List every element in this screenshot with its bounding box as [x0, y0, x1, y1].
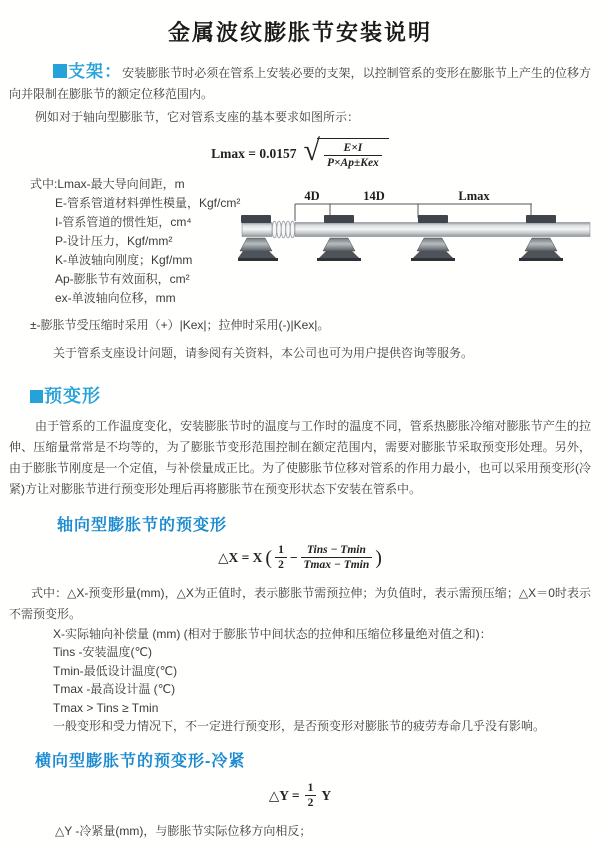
definition-line: Ap-膨胀节有效面积，cm²: [55, 271, 190, 286]
definition-line: Tins -安装温度(℃): [53, 645, 153, 660]
radical-body: [317, 138, 389, 171]
lateral-note: △Y -冷紧量(mm)，与膨胀节实际位移方向相反；: [55, 823, 312, 838]
definition-line: K-单波轴向刚度；Kgf/mm: [55, 252, 193, 267]
fraction: [324, 141, 382, 171]
definition-line: Tmin-最低设计温度(℃): [53, 663, 178, 678]
anchor-support: [238, 215, 278, 261]
axial-explain-paragraph: 式中：△X-预变形量(mm)，△X为正值时，表示膨胀节需预拉伸；为负值时，表示需预压缩；△X＝0时表示不需预变形。: [9, 585, 591, 621]
predeform-paragraph: 由于管系的工作温度变化，安装膨胀节时的温度与工作时的温度不同，管系热膨胀冷缩对膨胀节产生的拉伸、压缩量常常是不均等的，为了膨胀节变形范围控制在额定范围内，需要对膨胀节采取预变形处理。另外，由于膨胀节刚度是一个定值，与补偿量成正比。为了使膨胀节位移对管系的作用力最小，也可以采用预变形(冷紧)方让对膨胀节进行预变形处理后再将膨胀节在预变形状态下安装在管系中。: [9, 418, 591, 496]
pipe-support: [519, 215, 563, 261]
fraction-half: $\frac{1}{2}$: [275, 543, 287, 573]
formula-lhs: Lmax = 0.0157: [211, 146, 297, 162]
formula-lhs: △Y =: [268, 787, 300, 803]
support-intro-text: 安装膨胀节时必须在管系上安装必要的支架，以控制管系的变形在膨胀节上产生的位移方向并限制在膨胀节的额定位移范围内。: [9, 66, 591, 101]
open-paren: (: [265, 546, 273, 569]
predeform-section-heading: [30, 382, 591, 408]
definition-line: I-管系管道的惯性矩，cm⁴: [55, 214, 192, 229]
definition-line: X-实际轴向补偿量 (mm) (相对于膨胀节中间状态的拉伸和压缩位移量绝对值之和)：: [53, 626, 492, 641]
definition-line: Tmax -最高设计温 (℃): [53, 682, 176, 697]
pipe: [295, 223, 590, 237]
close-paren: ): [375, 546, 382, 569]
section-square-icon: [30, 390, 43, 403]
pipe-support: [411, 215, 455, 261]
pipe-support-diagram: [238, 188, 594, 288]
definition-line: ex-单波轴向位移，mm: [55, 290, 176, 305]
consulting-note: 关于管系支座设计问题，请参阅有关资料，本公司也可为用户提供咨询等服务。: [53, 345, 474, 360]
support-heading-label: 支架：: [68, 62, 123, 81]
support-intro-paragraph: [9, 61, 591, 105]
radical: [303, 134, 389, 171]
dim-label-4d: 4D: [304, 189, 320, 203]
temperature-fraction: $\frac{\text{Tins − Tmin}}{Tmax - Tmin}$: [301, 543, 373, 573]
pipe-stub: [242, 223, 272, 237]
axial-definitions: [9, 625, 591, 737]
radical-sign: √: [303, 134, 320, 167]
definition-line: E-管系管道材料弹性模量，Kgf/cm²: [55, 195, 241, 210]
fraction-half: $\frac{1}{2}$: [305, 781, 317, 811]
pipe-support: [317, 215, 361, 261]
fraction-denominator: P×Ap±Kex: [324, 155, 382, 170]
pipe-support-diagram-svg: [238, 188, 594, 288]
formula-rhs: Y: [321, 787, 332, 803]
bellows-icon: [272, 221, 295, 238]
section-square-icon: [53, 64, 67, 78]
plus-minus-note: ±-膨胀节受压缩时采用（+）|Kex|；拉伸时采用(-)|Kex|。: [30, 317, 330, 332]
minus-operator: −: [289, 549, 298, 565]
axial-subheading: 轴向型膨胀节的预变形: [57, 516, 228, 534]
support-example-line: 例如对于轴向型膨胀节，它对管系支座的基本要求如图所示：: [35, 110, 360, 124]
definition-line: 一般变形和受力情况下，不一定进行预变形，是否预变形对膨胀节的疲劳寿命几乎没有影响。: [53, 719, 546, 734]
definition-line: 式中:Lmax-最大导向间距，m: [30, 176, 185, 191]
definition-line: Tmax > Tins ≥ Tmin: [53, 700, 159, 715]
fraction-numerator: E×I: [343, 142, 363, 154]
predeform-heading-label: 预变形: [44, 385, 101, 406]
guide-spacing-formula: [9, 134, 591, 171]
dim-label-14d: 14D: [363, 189, 385, 203]
support-section-heading: [53, 62, 122, 81]
dim-label-lmax: Lmax: [458, 189, 490, 203]
lateral-subheading: 横向型膨胀节的预变形-冷紧: [35, 753, 246, 771]
formula-lhs: △X = X: [218, 549, 263, 565]
axial-predeform-formula: [9, 543, 591, 573]
lateral-predeform-formula: [9, 781, 591, 811]
definition-line: P-设计压力，Kgf/mm²: [55, 233, 173, 248]
page-title: 金属波纹膨胀节安装说明: [167, 20, 432, 45]
